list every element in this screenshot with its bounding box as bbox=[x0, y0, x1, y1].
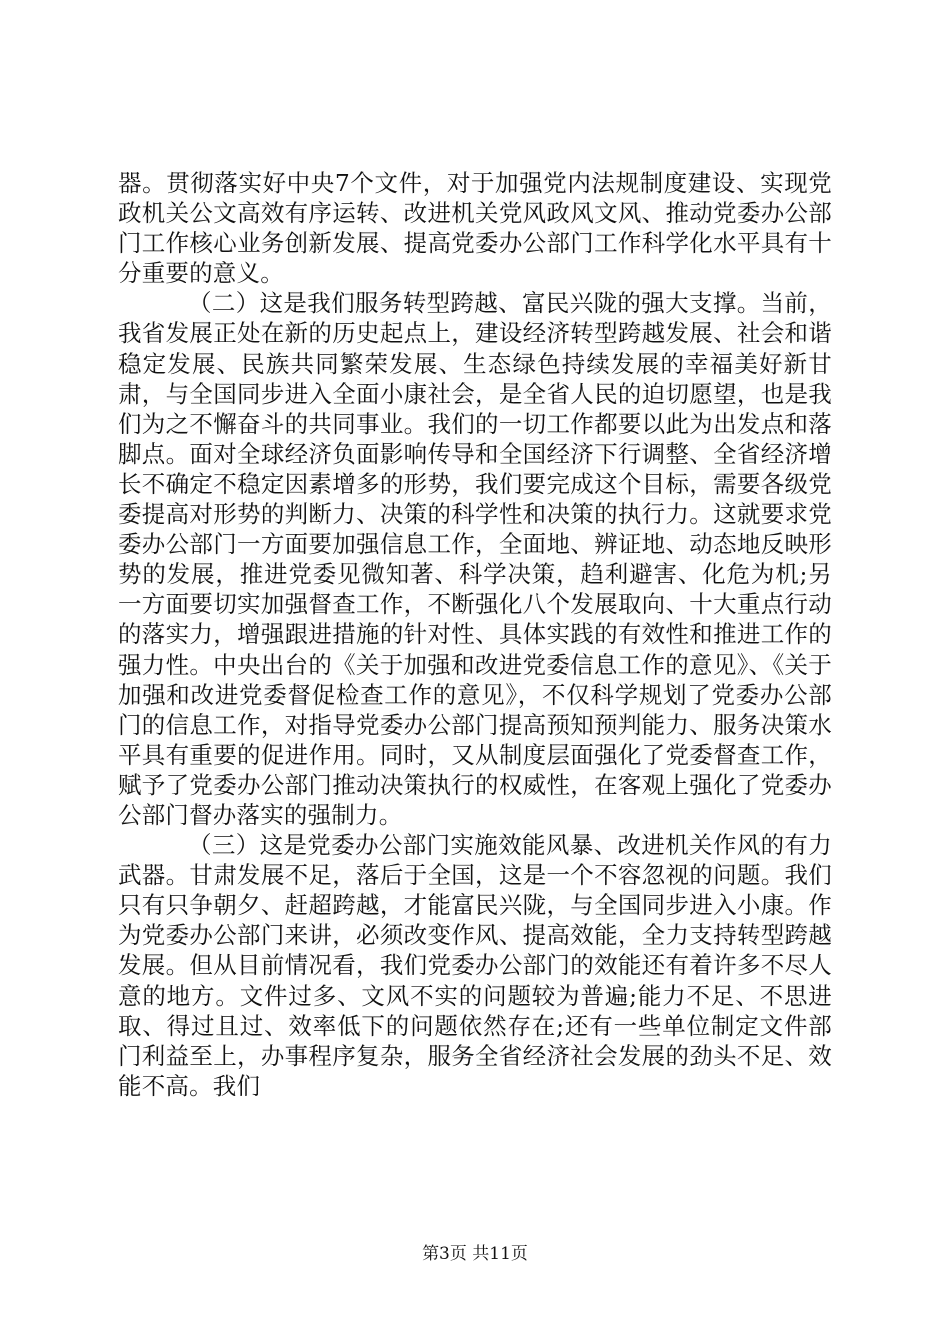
paragraph-section-three: （三）这是党委办公部门实施效能风暴、改进机关作风的有力武器。甘肃发展不足，落后于全国，这是一个不容忽视的问题。我们只有只争朝夕、赶超跨越，才能富民兴陇，与全国同步进入小康。作为党委办公部门来讲，必须改变作风、提高效能，全力支持转型跨越发展。但从目前情况看，我们党委办公部门的效能还有着许多不尽人意的地方。文件过多、文风不实的问题较为普遍;能力不足、不思进取、得过且过、效率低下的问题依然存在;还有一些单位制定文件部门利益至上，办事程序复杂，服务全省经济社会发展的劲头不足、效能不高。我们 bbox=[118, 831, 832, 1100]
page-number-footer: 第3页 共11页 bbox=[422, 1244, 528, 1264]
paragraph-section-two: （二）这是我们服务转型跨越、富民兴陇的强大支撑。当前，我省发展正处在新的历史起点上，建设经济转型跨越发展、社会和谐稳定发展、民族共同繁荣发展、生态绿色持续发展的幸福美好新甘肃，与全国同步进入全面小康社会，是全省人民的迫切愿望，也是我们为之不懈奋斗的共同事业。我们的一切工作都要以此为出发点和落脚点。面对全球经济负面影响传导和全国经济下行调整、全省经济增长不确定不稳定因素增多的形势，我们要完成这个目标，需要各级党委提高对形势的判断力、决策的科学性和决策的执行力。这就要求党委办公部门一方面要加强信息工作，全面地、辨证地、动态地反映形势的发展，推进党委见微知著、科学决策，趋利避害、化危为机;另一方面要切实加强督查工作，不断强化八个发展取向、十大重点行动的落实力，增强跟进措施的针对性、具体实践的有效性和推进工作的强力性。中央出台的《关于加强和改进党委信息工作的意见》、《关于加强和改进党委督促检查工作的意见》，不仅科学规划了党委办公部门的信息工作，对指导党委办公部门提高预知预判能力、服务决策水平具有重要的促进作用。同时，又从制度层面强化了党委督查工作，赋予了党委办公部门推动决策执行的权威性，在客观上强化了党委办公部门督办落实的强制力。 bbox=[118, 289, 832, 829]
paragraph-continuation: 器。贯彻落实好中央7个文件，对于加强党内法规制度建设、实现党政机关公文高效有序运转、改进机关党风政风文风、推动党委办公部门工作核心业务创新发展、提高党委办公部门工作科学化水平具有十分重要的意义。 bbox=[118, 169, 832, 288]
document-body bbox=[118, 168, 832, 1101]
